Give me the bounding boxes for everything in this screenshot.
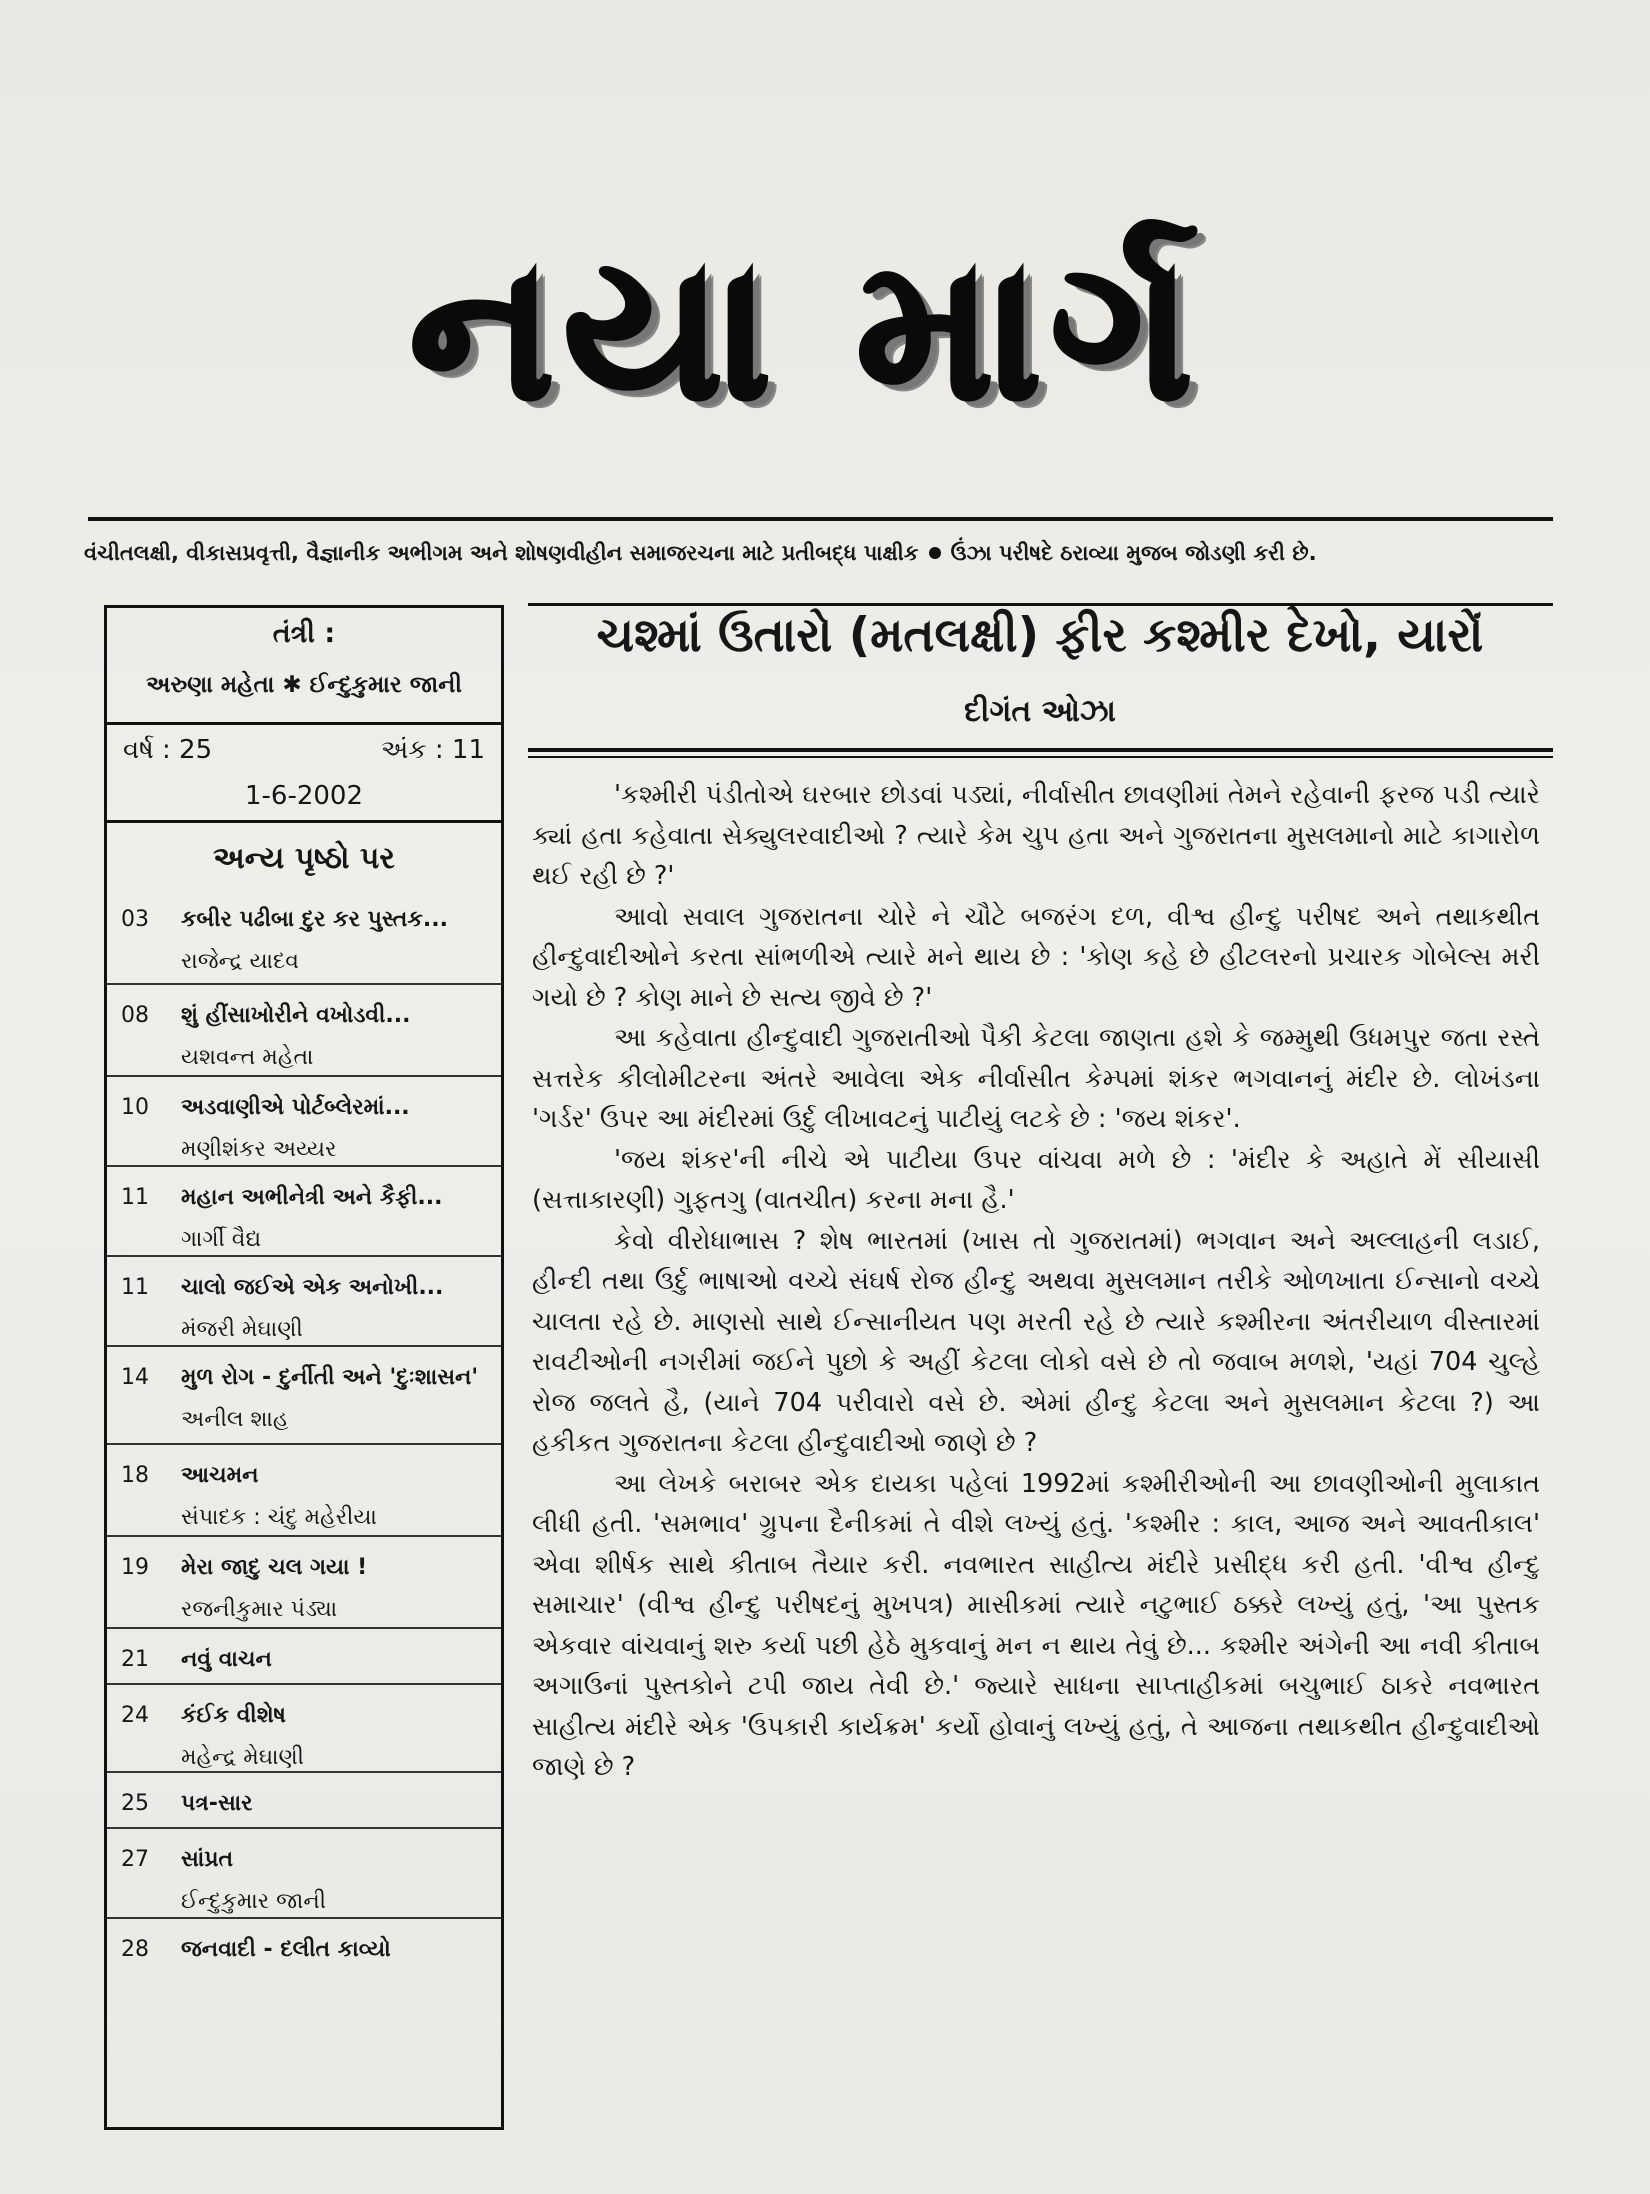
toc-item-title: મુળ રોગ - દુર્નીતી અને 'દુઃશાસન' [181,1365,479,1390]
toc-page-number: 19 [121,1555,149,1580]
article-paragraph: આવો સવાલ ગુજરાતના ચોરે ને ચૌટે બજરંગ દળ, વીશ્વ હીન્દુ પરીષદ અને તથાકથીત હીન્દુવાદીઓને કરતા સાંભળીએ ત્યારે મને થાય છે : 'કોણ કહે છે હીટલરનો પ્રચારક ગોબેલ્સ મરી ગયો છે ? કોણ માને છે સત્ય જીવે છે ?' [532,901,1540,1013]
toc-separator [107,1443,501,1445]
article-byline: દીગંત ઓઝા [964,694,1116,729]
toc-page-number: 25 [121,1791,149,1816]
editor-names: અરુણા મહેતા ✱ ઈન્દુકુમાર જાની [146,672,462,698]
toc-item-title: કંઈક વીશેષ [181,1703,286,1728]
issue-number: અંક : 11 [380,735,485,765]
toc-item-title: નવું વાચન [181,1647,272,1672]
article-paragraph: 'કશ્મીરી પંડીતોએ ઘરબાર છોડવાં પડ્યાં, નીર્વાસીત છાવણીમાં તેમને રહેવાની ફરજ પડી ત્યારે ક્યાં હતા કહેવાતા સેક્યુલરવાદીઓ ? ત્યારે કેમ ચુપ હતા અને ગુજરાતના મુસલમાનો માટે કાગારોળ થઈ રહી છે ?' [532,780,1540,891]
article-paragraph: 'જય શંકર'ની નીચે એ પાટીયા ઉપર વાંચવા મળે છે : 'મંદીર કે અહાતે મેં સીયાસી (સત્તાકારણી) ગુફતગુ (વાતચીત) કરના મના હૈ.' [532,1144,1540,1215]
toc-heading: અન્ય પૃષ્ઠો પર [213,841,395,876]
toc-item-title: આચમન [181,1463,259,1488]
toc-separator [107,983,501,985]
toc-page-number: 10 [121,1095,149,1120]
issue-info [107,725,501,823]
toc-item-author: સંપાદક : ચંદુ મહેરીયા [181,1505,377,1530]
tagline-text: વંચીતલક્ષી, વીકાસપ્રવૃત્તી, વૈજ્ઞાનીક અભીગમ અને શોષણવીહીન સમાજરચના માટે પ્રતીબદ્ધ પાક્ષીક [84,540,919,565]
toc-page-number: 11 [121,1275,149,1300]
toc-item-author: રજનીકુમાર પંડ્યા [181,1597,338,1622]
masthead-rule [88,517,1553,521]
toc-page-number: 08 [121,1003,149,1028]
article-top-rule [528,603,1553,606]
toc-item-author: મણીશંકર અય્યર [181,1137,337,1162]
sidebar [104,605,504,2130]
issue-date: 1-6-2002 [244,781,363,811]
toc-item-author: મહેન્દ્ર મેઘાણી [181,1745,304,1770]
toc-page-number: 11 [121,1185,149,1210]
toc-item-author: ઈન્દુકુમાર જાની [181,1889,326,1914]
toc-separator [107,1345,501,1347]
toc-separator [107,1535,501,1537]
toc-item-title: સાંપ્રત [181,1847,234,1872]
article-paragraph: આ લેખકે બરાબર એક દાયકા પહેલાં 1992માં કશ્મીરીઓની આ છાવણીઓની મુલાકાત લીધી હતી. 'સમભાવ' ગ્રુપના દૈનીકમાં તે વીશે લખ્યું હતું. 'કશ્મીર : કાલ, આજ અને આવતીકાલ' એવા શીર્ષક સાથે કીતાબ તૈયાર કરી. નવભારત સાહીત્ય મંદીરે પ્રસીદ્ધ કરી હતી. 'વીશ્વ હીન્દુ સમાચાર' (વીશ્વ હીન્દુ પરીષદનું મુખપત્ર) માસીકમાં ત્યારે નટુભાઈ ઠક્કરે લખ્યું હતું, 'આ પુસ્તક એકવાર વાંચવાનું શરુ કર્યા પછી હેઠે મુકવાનું મન ન થાય તેવું છે... કશ્મીર અંગેની આ નવી કીતાબ અગાઉનાં પુસ્તકોને ટપી જાય તેવી છે.' જ્યારે સાધના સાપ્તાહીકમાં બચુભાઈ ઠાકરે નવભારત સાહીત્ય મંદીરે એક 'ઉપકારી કાર્યક્રમ' કર્યો હોવાનું લખ્યું હતું, તે આજના તથાકથીત હીન્દુવાદીઓ જાણે છે ? [532,1468,1540,1782]
masthead [200,215,1410,445]
toc-separator [107,1771,501,1773]
toc-item-author: ગાર્ગી વૈદ્ય [181,1227,262,1252]
article-paragraph: કેવો વીરોધાભાસ ? શેષ ભારતમાં (ખાસ તો ગુજરાતમાં) ભગવાન અને અલ્લાહની લડાઈ, હીન્દી તથા ઉર્દુ ભાષાઓ વચ્ચે સંઘર્ષ રોજ હીન્દુ અથવા મુસલમાન તરીકે ઓળખાતા ઈન્સાનો વચ્ચે ચાલતા રહે છે. માણસો સાથે ઈન્સાનીયત પણ મરતી રહે છે ત્યારે કશ્મીરના અંતરીયાળ વીસ્તારમાં રાવટીઓની નગરીમાં જઈને પુછો કે અહીં કેટલા લોકો વસે છે તો જવાબ મળશે, 'યહાં 704 ચુલ્હે રોજ જલતે હૈ, (યાને 704 પરીવારો વસે છે. એમાં હીન્દુ કેટલા અને મુસલમાન કેટલા ?) આ હકીકત ગુજરાતના કેટલા હીન્દુવાદીઓ જાણે છે ? [532,1225,1540,1458]
toc-page-number: 28 [121,1937,149,1962]
editor-block [107,608,501,725]
toc-page-number: 27 [121,1847,149,1872]
toc-separator [107,1917,501,1919]
article-title: ચશ્માં ઉતારો (મતલક્ષી) ફીર કશ્મીર દેખો, યારોં [596,608,1484,663]
toc-item-title: શું હીંસાખોરીને વખોડવી... [181,1003,411,1028]
toc-item-author: અનીલ શાહ [181,1407,289,1432]
toc-item-title: મહાન અભીનેત્રી અને કૈફી... [181,1185,443,1210]
toc-item-author: મંજરી મેઘાણી [181,1317,303,1342]
editor-label: તંત્રી : [272,618,336,649]
toc-item-title: મેરા જાદુ ચલ ગયા ! [181,1555,368,1580]
toc-page-number: 03 [121,907,149,932]
toc-separator [107,1165,501,1167]
article-paragraph: આ કહેવાતા હીન્દુવાદી ગુજરાતીઓ પૈકી કેટલા જાણતા હશે કે જમ્મુથી ઉધમપુર જતા રસ્તે સત્તરેક કીલોમીટરના અંતરે આવેલા એક નીર્વાસીત કેમ્પમાં શંકર ભગવાનનું મંદીર છે. લોખંડના 'ગર્ડર' ઉપર આ મંદીરમાં ઉર્દુ લીખાવટનું પાટીયું લટકે છે : 'જય શંકર'. [532,1023,1540,1134]
article-body [532,775,1540,2115]
toc-separator [107,1255,501,1257]
toc-separator [107,1075,501,1077]
toc-item-title: જનવાદી - દલીત કાવ્યો [181,1937,391,1962]
toc-page-number: 21 [121,1647,149,1672]
table-of-contents [107,823,501,2123]
toc-item-title: કબીર પઢીબા દુર કર પુસ્તક... [181,907,448,932]
toc-page-number: 14 [121,1365,149,1390]
byline-rule-thin [528,756,1553,758]
toc-item-title: અડવાણીએ પોર્ટબ્લેરમાં... [181,1095,410,1120]
volume-number: વર્ષ : 25 [123,735,213,765]
bullet-icon [929,547,941,559]
toc-page-number: 18 [121,1463,149,1488]
tagline-spelling-note: ઉંઝા પરીષદે ઠરાવ્યા મુજબ જોડણી કરી છે. [950,540,1317,565]
tagline [84,533,1559,573]
toc-page-number: 24 [121,1703,149,1728]
toc-separator [107,1827,501,1829]
byline-rule [528,748,1553,752]
toc-separator [107,1627,501,1629]
masthead-title: નયા માર્ગ [408,216,1202,444]
toc-item-author: યશવન્ત મહેતા [181,1045,314,1070]
toc-item-author: રાજેન્દ્ર યાદવ [181,949,300,974]
toc-item-title: ચાલો જઈએ એક અનોખી... [181,1275,444,1300]
toc-separator [107,1683,501,1685]
toc-item-title: પત્ર-સાર [181,1791,253,1816]
